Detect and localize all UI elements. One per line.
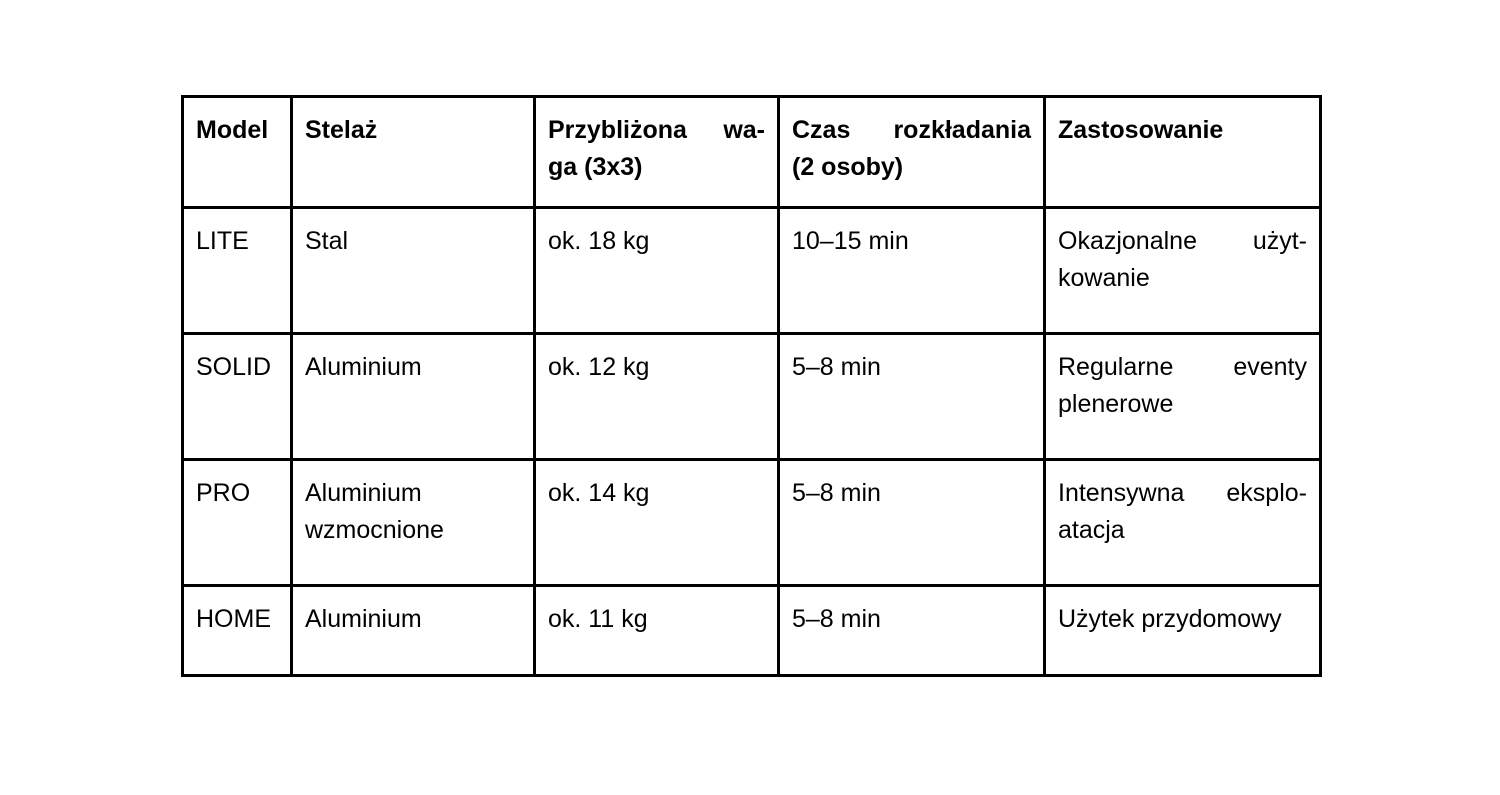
- cell-weight: [535, 460, 779, 586]
- setup-time-value: 5–8 min: [792, 353, 881, 381]
- header-frame-label: Stelaż: [305, 116, 378, 144]
- table-row: [183, 586, 1321, 676]
- use-line-2: kowanie: [1058, 264, 1150, 292]
- frame-line-2: wzmocnione: [305, 516, 444, 544]
- cell-frame: [292, 208, 535, 334]
- header-setup-time: [779, 97, 1045, 208]
- table-row: [183, 208, 1321, 334]
- use-line-1: Regularne eventy: [1058, 353, 1307, 381]
- setup-time-value: 10–15 min: [792, 227, 909, 255]
- cell-frame: [292, 586, 535, 676]
- cell-weight: [535, 586, 779, 676]
- header-setup-line-1: Czas rozkładania: [792, 116, 1031, 144]
- cell-frame: [292, 334, 535, 460]
- header-use-label: Zastosowanie: [1058, 116, 1224, 144]
- cell-use: [1045, 334, 1321, 460]
- model-name: LITE: [196, 227, 249, 255]
- product-spec-table: [181, 95, 1322, 677]
- cell-weight: [535, 208, 779, 334]
- frame-line-1: Aluminium: [305, 353, 422, 381]
- use-line-2: atacja: [1058, 516, 1125, 544]
- model-name: PRO: [196, 479, 251, 507]
- model-name: SOLID: [196, 353, 272, 381]
- setup-time-value: 5–8 min: [792, 479, 881, 507]
- use-line-1: Okazjonalne użyt-: [1058, 227, 1307, 255]
- header-weight-line-1: Przybliżona wa-: [548, 116, 765, 144]
- weight-value: ok. 14 kg: [548, 479, 650, 507]
- cell-setup-time: [779, 586, 1045, 676]
- header-frame: [292, 97, 535, 208]
- weight-value: ok. 18 kg: [548, 227, 650, 255]
- weight-value: ok. 12 kg: [548, 353, 650, 381]
- header-setup-line-2: (2 osoby): [792, 153, 904, 181]
- cell-model: [183, 460, 292, 586]
- cell-use: [1045, 586, 1321, 676]
- table-header-row: [183, 97, 1321, 208]
- frame-line-1: Stal: [305, 227, 349, 255]
- cell-setup-time: [779, 334, 1045, 460]
- cell-model: [183, 334, 292, 460]
- header-weight-line-2: ga (3x3): [548, 153, 643, 181]
- header-weight: [535, 97, 779, 208]
- model-name: HOME: [196, 605, 271, 633]
- cell-use: [1045, 208, 1321, 334]
- frame-line-1: Aluminium: [305, 479, 422, 507]
- header-use: [1045, 97, 1321, 208]
- setup-time-value: 5–8 min: [792, 605, 881, 633]
- cell-use: [1045, 460, 1321, 586]
- table-row: [183, 460, 1321, 586]
- header-model: [183, 97, 292, 208]
- cell-weight: [535, 334, 779, 460]
- header-model-label: Model: [196, 116, 269, 144]
- weight-value: ok. 11 kg: [548, 605, 648, 633]
- use-line-1: Intensywna eksplo-: [1058, 479, 1307, 507]
- use-line-2: plenerowe: [1058, 390, 1174, 418]
- use-line-1: Użytek przydomowy: [1058, 605, 1282, 633]
- cell-model: [183, 586, 292, 676]
- table-row: [183, 334, 1321, 460]
- frame-line-1: Aluminium: [305, 605, 422, 633]
- cell-setup-time: [779, 460, 1045, 586]
- cell-model: [183, 208, 292, 334]
- cell-setup-time: [779, 208, 1045, 334]
- cell-frame: [292, 460, 535, 586]
